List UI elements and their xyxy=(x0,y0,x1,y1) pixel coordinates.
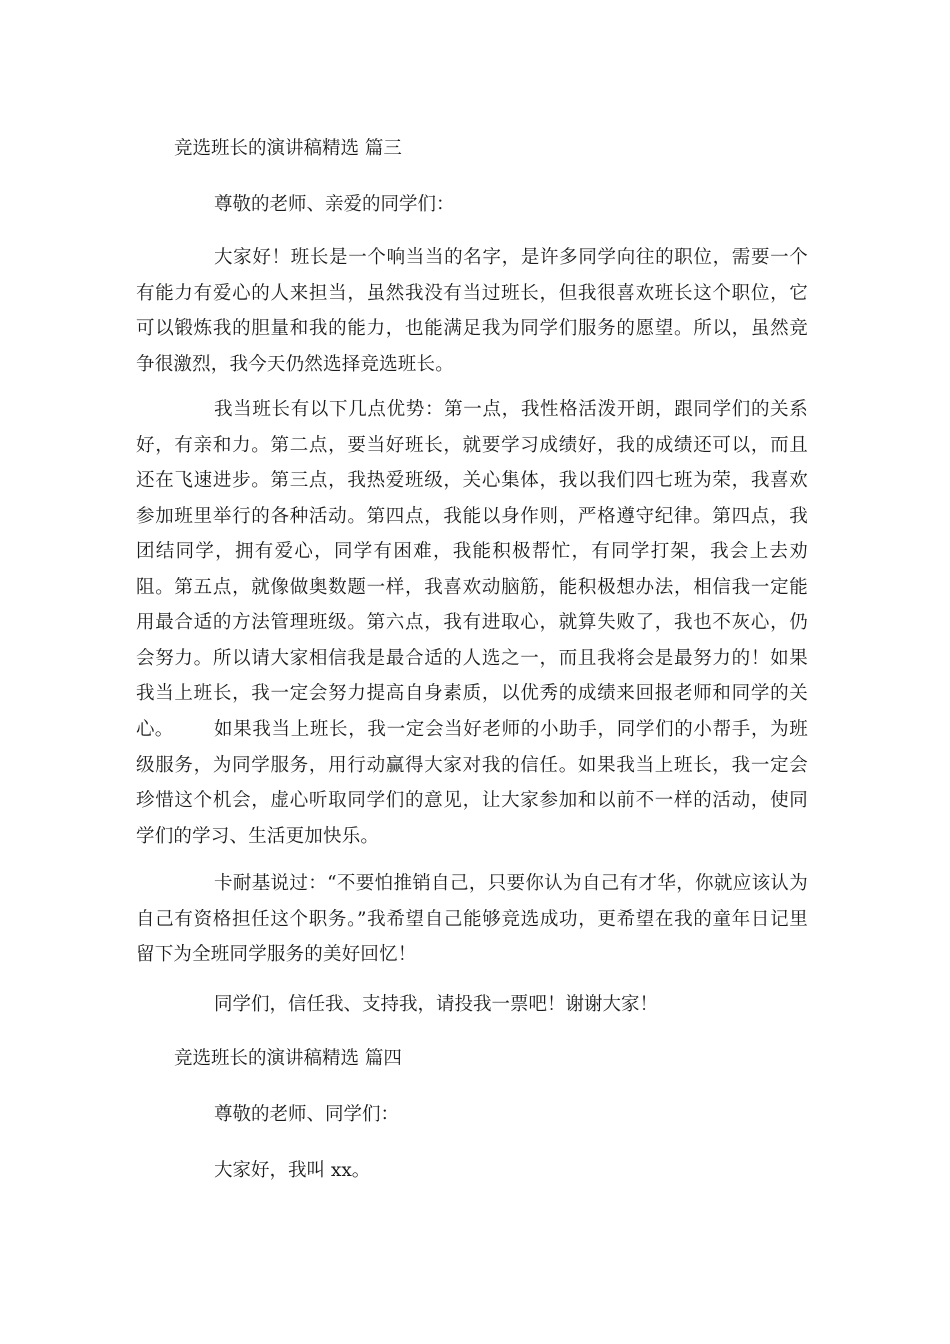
closing-line: 同学们，信任我、支持我，请投我一票吧！谢谢大家！ xyxy=(214,994,659,1015)
section-title-4: 竞选班长的演讲稿精选 篇四 xyxy=(174,1048,402,1069)
paragraph-advantages: 我当班长有以下几点优势：第一点，我性格活泼开朗，跟同学们的关系好，有亲和力。第二点，要当好班长，就要学习成绩好，我的成绩还可以，而且还在飞速进步。第三点，我热爱班级，关心集体，我以我们四七班为荣，我喜欢参加班里举行的各种活动。第四点，我能以身作则，严格遵守纪律。第四点，我团结同学，拥有爱心，同学有困难，我能积极帮忙，有同学打架，我会上去劝阻。第五点，就像做奥数题一样，我喜欢动脑筋，能积极想办法，相信我一定能用最合适的方法管理班级。第六点，我有进取心，就算失败了，我也不灰心，仍会努力。所以请大家相信我是最合适的人选之一，而且我将会是最努力的！如果我当上班长，我一定会努力提高自身素质，以优秀的成绩来回报老师和同学的关心。 xyxy=(136,399,808,740)
paragraph-quote: 卡耐基说过：“不要怕推销自己，只要你认为自己有才华，你就应该认为自己有资格担任这个职务。”我希望自己能够竞选成功，更希望在我的童年日记里留下为全班同学服务的美好回忆！ xyxy=(136,873,808,965)
section-title-3: 竞选班长的演讲稿精选 篇三 xyxy=(174,138,402,159)
salutation-3: 尊敬的老师、亲爱的同学们： xyxy=(214,194,455,215)
salutation-4: 尊敬的老师、同学们： xyxy=(214,1104,400,1125)
paragraph-intro: 大家好！班长是一个响当当的名字，是许多同学向往的职位，需要一个有能力有爱心的人来担当，虽然我没有当过班长，但我很喜欢班长这个职位，它可以锻炼我的胆量和我的能力，也能满足我为同学们服务的愿望。所以，虽然竞争很激烈，我今天仍然选择竞选班长。 xyxy=(136,247,808,375)
paragraph-promise: 如果我当上班长，我一定会当好老师的小助手，同学们的小帮手，为班级服务，为同学服务，用行动赢得大家对我的信任。如果我当上班长，我一定会珍惜这个机会，虚心听取同学们的意见，让大家参加和以前不一样的活动，使同学们的学习、生活更加快乐。 xyxy=(136,719,808,847)
greeting-line: 大家好，我叫 xx。 xyxy=(214,1160,371,1181)
